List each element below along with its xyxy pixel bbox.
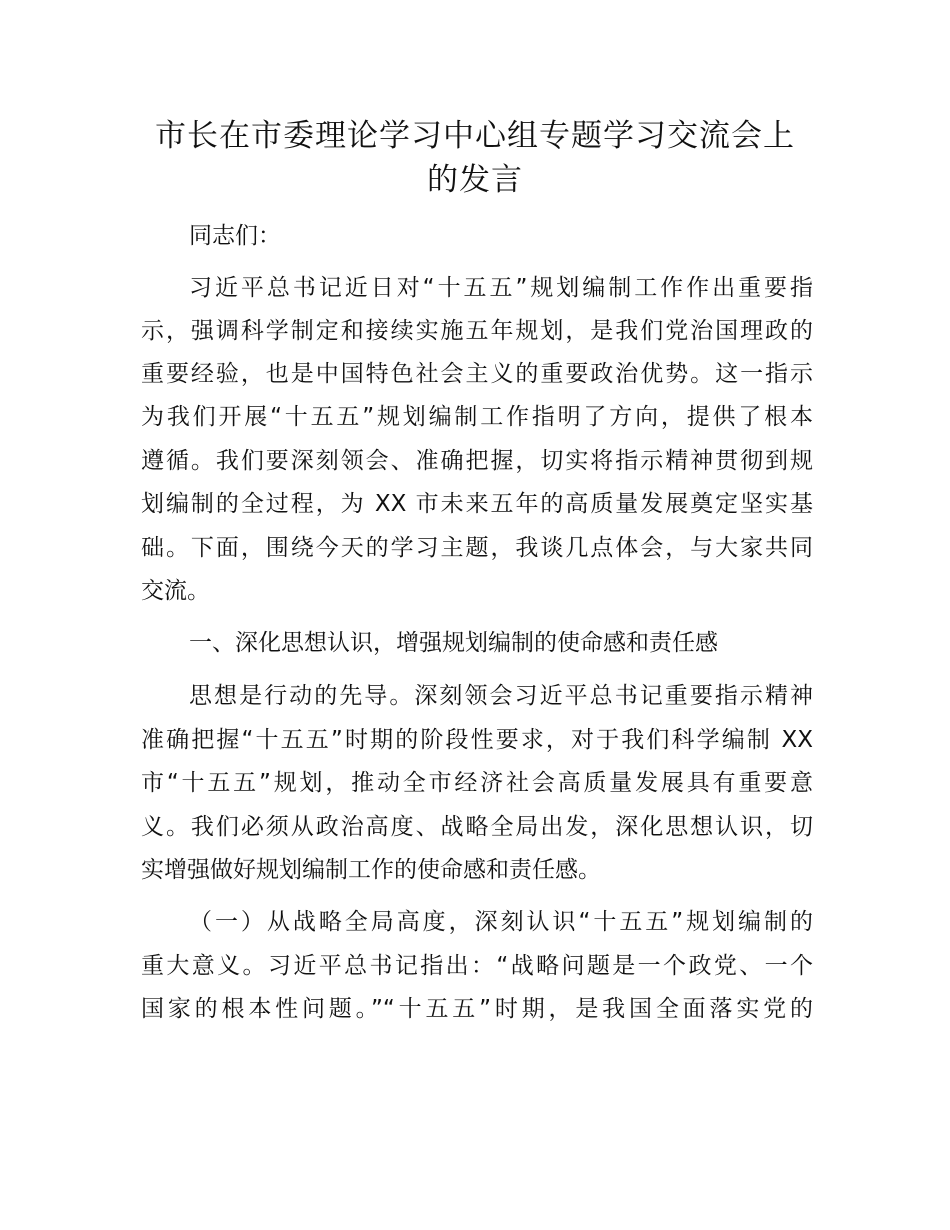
paragraph-line: （一）从战略全局高度，深刻认识“十五五”规划编制的 — [189, 909, 813, 935]
paragraph-line: 准确把握“十五五”时期的阶段性要求，对于我们科学编制 XX — [141, 727, 813, 753]
paragraph-line: 示，强调科学制定和接续实施五年规划，是我们党治国理政的 — [141, 318, 813, 344]
paragraph-line: 础。下面，围绕今天的学习主题，我谈几点体会，与大家共同 — [141, 535, 813, 561]
paragraph-line: 交流。 — [141, 578, 210, 604]
section-heading: 一、深化思想认识，增强规划编制的使命感和责任感 — [189, 630, 718, 656]
paragraph-line: 遵循。我们要深刻领会、准确把握，切实将指示精神贯彻到规 — [141, 448, 813, 474]
paragraph-line: 划编制的全过程，为 XX 市未来五年的高质量发展奠定坚实基 — [141, 491, 813, 517]
paragraph-line: 国家的根本性问题。”“十五五”时期，是我国全面落实党的 — [141, 996, 813, 1022]
paragraph-line: 为我们开展“十五五”规划编制工作指明了方向，提供了根本 — [141, 404, 813, 430]
paragraph-line: 习近平总书记近日对“十五五”规划编制工作作出重要指 — [189, 275, 813, 301]
document-title-line-2: 的发言 — [427, 162, 523, 198]
paragraph-line: 义。我们必须从政治高度、战略全局出发，深化思想认识，切 — [141, 814, 813, 840]
paragraph-line: 重要经验，也是中国特色社会主义的重要政治优势。这一指示 — [141, 361, 813, 387]
salutation: 同志们： — [189, 223, 281, 249]
paragraph-line: 思想是行动的先导。深刻领会习近平总书记重要指示精神 — [189, 683, 813, 709]
paragraph-line: 市“十五五”规划，推动全市经济社会高质量发展具有重要意 — [141, 770, 813, 796]
document-title-line-1: 市长在市委理论学习中心组专题学习交流会上 — [155, 118, 795, 154]
paragraph-line: 重大意义。习近平总书记指出：“战略问题是一个政党、一个 — [141, 953, 813, 979]
paragraph-line: 实增强做好规划编制工作的使命感和责任感。 — [141, 857, 601, 883]
